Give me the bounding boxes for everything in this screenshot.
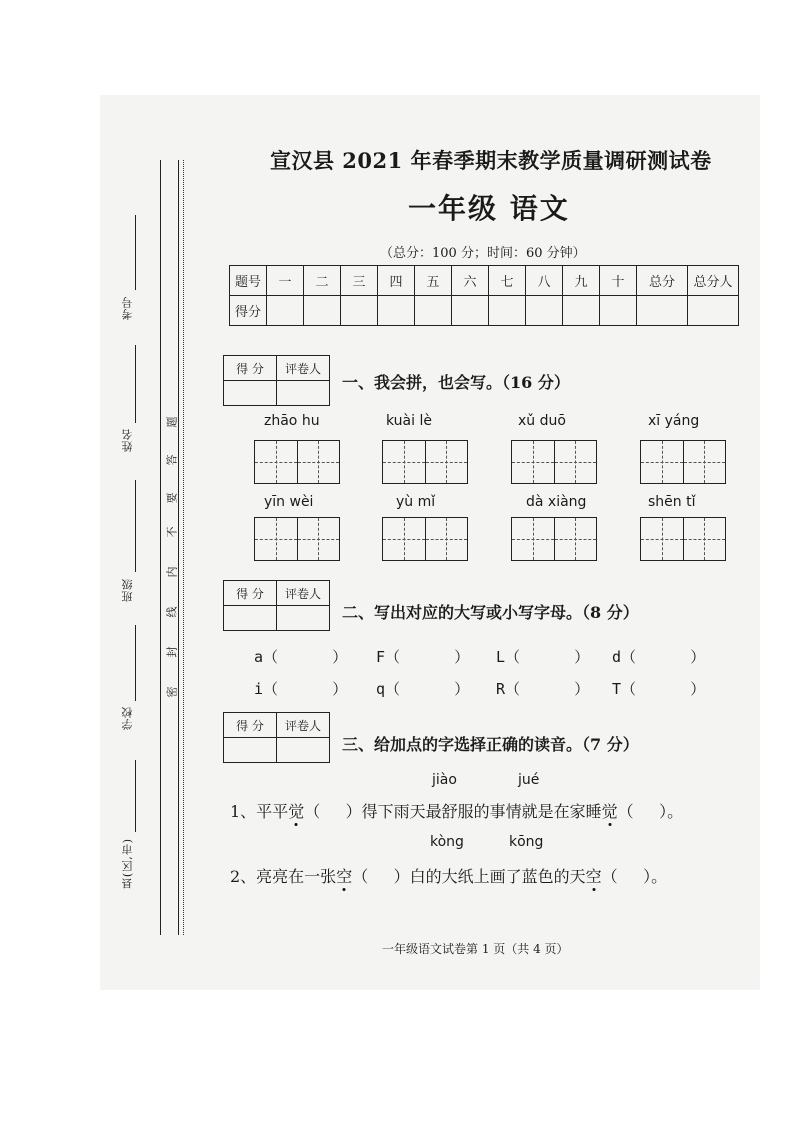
letter-blank[interactable]: d（ ）: [612, 648, 706, 666]
grader-score-cell[interactable]: [224, 606, 277, 631]
letter-blank[interactable]: T（ ）: [612, 680, 706, 698]
score-cell[interactable]: [526, 296, 563, 326]
pinyin-label: shēn tǐ: [648, 494, 696, 510]
section2-title: 二、写出对应的大写或小写字母。（8 分）: [342, 603, 639, 622]
score-header-cell: 十: [600, 266, 637, 296]
class-blank[interactable]: [135, 480, 136, 572]
score-header-cell: 八: [526, 266, 563, 296]
letter-blank[interactable]: i（ ）: [254, 680, 348, 698]
seal-char: 内: [165, 566, 179, 578]
binding-line-inner: [178, 160, 179, 935]
score-cell[interactable]: [688, 296, 739, 326]
tian-grid-box[interactable]: [382, 440, 468, 484]
grader-name-cell[interactable]: [277, 738, 330, 763]
letter-blank[interactable]: L（ ）: [496, 648, 590, 666]
score-header-cell: 五: [415, 266, 452, 296]
score-cell[interactable]: [452, 296, 489, 326]
pinyin-label: dà xiàng: [526, 494, 587, 510]
grader-score-label: 得 分: [224, 356, 277, 381]
score-cell[interactable]: [267, 296, 304, 326]
grader-name-label: 评卷人: [277, 356, 330, 381]
exam-subtitle: 一年级 语文: [408, 192, 570, 225]
name-label: 姓名: [121, 428, 134, 452]
exam-title: 宣汉县 2021 年春季期末教学质量调研测试卷: [270, 148, 712, 173]
seal-char: 答: [165, 454, 179, 466]
pinyin-option: kòng: [430, 834, 464, 850]
school-label: 学校: [121, 706, 134, 730]
letter-blank[interactable]: q（ ）: [376, 680, 470, 698]
pinyin-label: yīn wèi: [264, 494, 314, 510]
q2-answer-blank-2[interactable]: （ ）。: [601, 867, 668, 886]
exam-meta: （总分：100 分；时间：60 分钟）: [380, 246, 586, 261]
score-header-cell: 九: [563, 266, 600, 296]
question-1: [230, 799, 683, 822]
seal-char: 题: [165, 416, 179, 428]
school-blank[interactable]: [135, 625, 136, 701]
score-table-header-row: [230, 266, 739, 296]
score-header-cell: 四: [378, 266, 415, 296]
score-header-cell: 六: [452, 266, 489, 296]
letter-blank[interactable]: F（ ）: [376, 648, 470, 666]
tian-grid-box[interactable]: [511, 440, 597, 484]
pinyin-label: yù mǐ: [396, 494, 436, 510]
grader-name-label: 评卷人: [277, 713, 330, 738]
score-header-cell: 题号: [230, 266, 267, 296]
q2-dotted-char: 空: [336, 867, 353, 886]
score-cell[interactable]: [563, 296, 600, 326]
score-header-cell: 三: [341, 266, 378, 296]
q1-dotted-char: 觉: [288, 802, 305, 821]
q2-text: 2、亮亮在一张: [230, 867, 337, 886]
seal-char: 不: [165, 526, 179, 538]
grader-name-cell[interactable]: [277, 381, 330, 406]
seal-char: 线: [165, 606, 179, 618]
grader-name-cell[interactable]: [277, 606, 330, 631]
class-label: 班级: [121, 578, 134, 602]
score-table: [229, 265, 739, 326]
grader-name-label: 评卷人: [277, 581, 330, 606]
q1-answer-blank-2[interactable]: （ ）。: [617, 802, 684, 821]
score-cell[interactable]: [637, 296, 688, 326]
score-table-score-row: [230, 296, 739, 326]
pinyin-option: jiào: [432, 772, 457, 788]
score-header-cell: 一: [267, 266, 304, 296]
q2-answer-blank[interactable]: （ ）白的大纸上画了蓝色的天: [352, 867, 586, 886]
exam-no-label: 考号: [121, 296, 134, 320]
section3-title: 三、给加点的字选择正确的读音。（7 分）: [342, 735, 639, 754]
grader-box: [223, 712, 330, 763]
score-cell[interactable]: [600, 296, 637, 326]
score-header-cell: 七: [489, 266, 526, 296]
pinyin-label: kuài lè: [386, 413, 432, 429]
score-cell[interactable]: [489, 296, 526, 326]
score-cell[interactable]: [341, 296, 378, 326]
page-footer: 一年级语文试卷第 1 页（共 4 页）: [382, 942, 569, 956]
letter-blank[interactable]: a（ ）: [254, 648, 348, 666]
pinyin-label: zhāo hu: [264, 413, 320, 429]
tian-grid-box[interactable]: [640, 440, 726, 484]
seal-char: 密: [165, 686, 179, 698]
score-cell[interactable]: [304, 296, 341, 326]
score-cell[interactable]: [415, 296, 452, 326]
q1-dotted-char-2: 觉: [601, 802, 618, 821]
tian-grid-box[interactable]: [254, 517, 340, 561]
tian-grid-box[interactable]: [511, 517, 597, 561]
score-cell[interactable]: [378, 296, 415, 326]
q2-dotted-char-2: 空: [585, 867, 602, 886]
section1-title: 一、我会拼，也会写。（16 分）: [342, 373, 570, 392]
grader-score-cell[interactable]: [224, 381, 277, 406]
grader-box: [223, 580, 330, 631]
pinyin-label: xī yáng: [648, 413, 700, 429]
score-header-cell: 总分人: [688, 266, 739, 296]
binding-line-outer: [160, 160, 161, 935]
binding-line-dotted: [183, 160, 184, 935]
exam-no-blank[interactable]: [135, 215, 136, 290]
tian-grid-box[interactable]: [382, 517, 468, 561]
seal-char: 要: [165, 492, 179, 504]
score-header-cell: 总分: [637, 266, 688, 296]
tian-grid-box[interactable]: [640, 517, 726, 561]
tian-grid-box[interactable]: [254, 440, 340, 484]
q1-answer-blank[interactable]: （ ）得下雨天最舒服的事情就是在家睡: [304, 802, 602, 821]
grader-score-label: 得 分: [224, 713, 277, 738]
pinyin-option: kōng: [509, 834, 544, 850]
score-row-label: 得分: [230, 296, 267, 326]
grader-score-cell[interactable]: [224, 738, 277, 763]
county-label: 县(区,市): [121, 838, 134, 890]
pinyin-option: jué: [518, 772, 540, 788]
q1-text: 1、平平: [230, 802, 289, 821]
score-header-cell: 二: [304, 266, 341, 296]
name-blank[interactable]: [135, 345, 136, 423]
seal-char: 封: [165, 646, 179, 658]
letter-blank[interactable]: R（ ）: [496, 680, 590, 698]
pinyin-label: xǔ duō: [518, 413, 566, 429]
county-blank[interactable]: [135, 760, 136, 832]
question-2: [230, 864, 667, 887]
grader-score-label: 得 分: [224, 581, 277, 606]
grader-box: [223, 355, 330, 406]
